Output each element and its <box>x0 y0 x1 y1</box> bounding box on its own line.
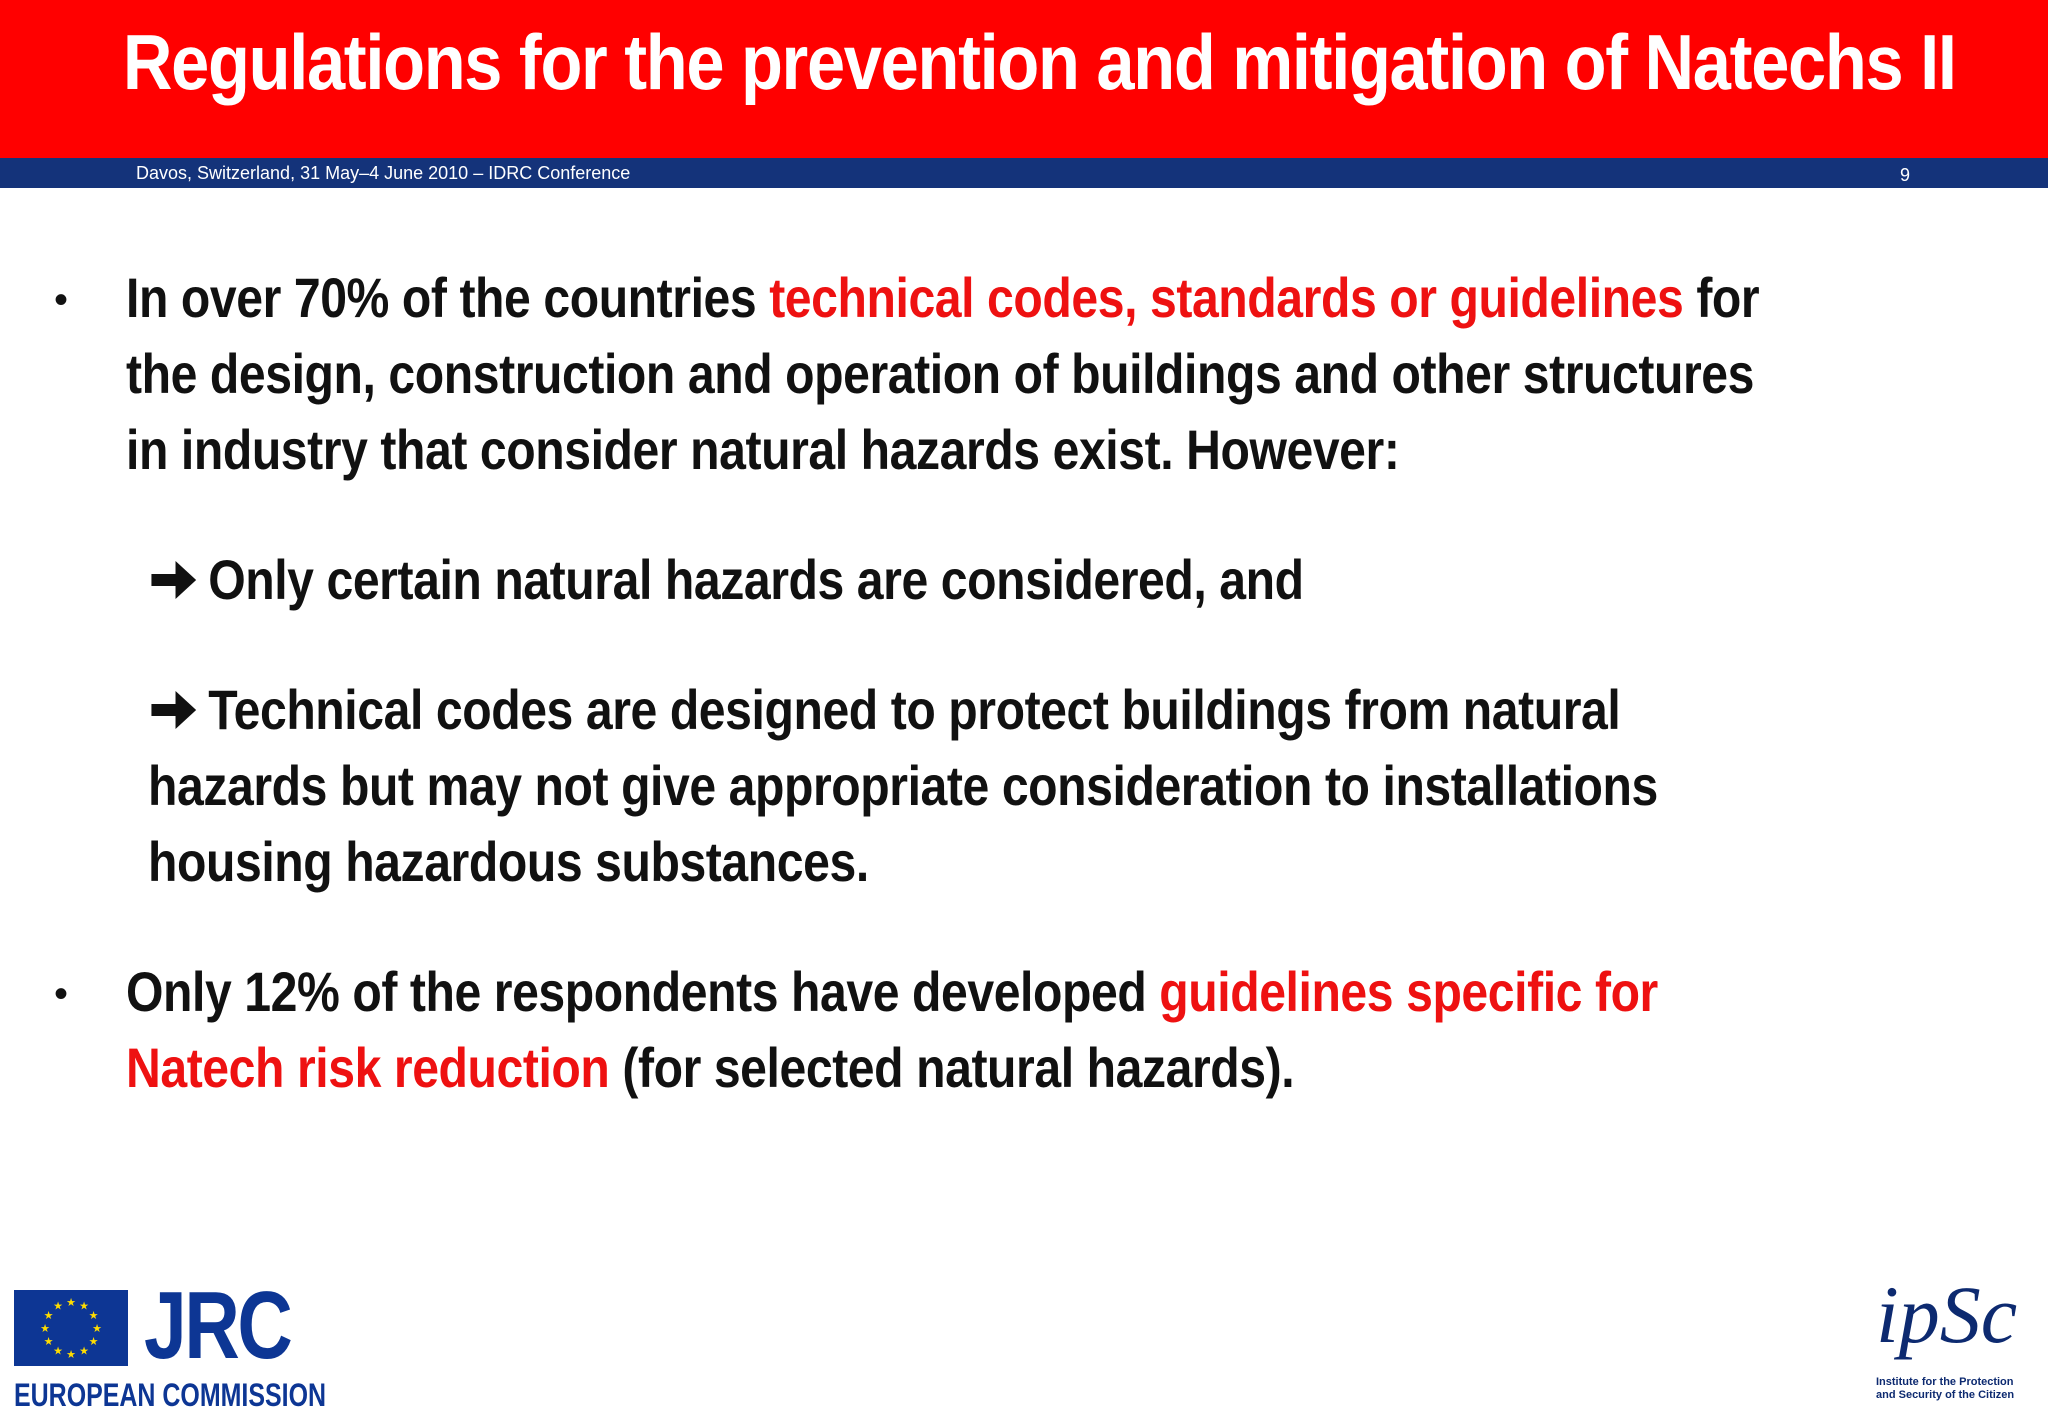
text-run: In over 70% of the countries <box>126 266 770 329</box>
eu-flag-icon <box>14 1290 128 1366</box>
highlight-text: technical codes, standards or guidelines <box>769 266 1684 329</box>
bullet-2-line-1 <box>126 954 1658 1030</box>
svg-text:★: ★ <box>40 1322 50 1335</box>
ipsc-caption-line: and Security of the Citizen <box>1876 1389 2015 1401</box>
bullet-1-line-1 <box>126 260 1759 336</box>
bullet-2-line-2 <box>126 1030 1658 1106</box>
ipsc-wordmark: ipSc <box>1876 1272 2018 1360</box>
highlight-text: Natech risk reduction <box>126 1036 610 1099</box>
svg-text:★: ★ <box>66 1296 76 1309</box>
bullet-dot-icon: • <box>54 972 69 1016</box>
svg-text:★: ★ <box>53 1344 63 1358</box>
eu-stars-icon <box>14 1290 128 1366</box>
right-arrow-icon <box>148 542 208 618</box>
right-arrow-icon <box>148 672 208 748</box>
sub-point-2 <box>148 672 1658 900</box>
svg-text:★: ★ <box>92 1322 102 1335</box>
european-commission-label: EUROPEAN COMMISSION <box>14 1377 327 1413</box>
svg-text:★: ★ <box>43 1309 54 1322</box>
svg-text:★: ★ <box>88 1335 99 1348</box>
sub-point-1 <box>148 542 1304 618</box>
text-run: Technical codes are designed to protect buildings from natural <box>208 678 1621 741</box>
ipsc-caption-line: Institute for the Protection <box>1876 1376 2014 1388</box>
slide-title: Regulations for the prevention and mitigation of Natechs II <box>122 18 1956 106</box>
jrc-logo <box>14 1272 327 1413</box>
bullet-1 <box>126 260 1759 488</box>
text-run: Only certain natural hazards are considered, and <box>208 548 1304 611</box>
svg-text:★: ★ <box>79 1344 89 1358</box>
bullet-2 <box>126 954 1658 1106</box>
sub-point-2-line-3: housing hazardous substances. <box>148 830 869 893</box>
page-number: 9 <box>1900 165 1911 185</box>
bullet-dot-icon: • <box>54 278 69 322</box>
ipsc-caption <box>1876 1376 2014 1402</box>
text-run: Only 12% of the respondents have developed <box>126 960 1160 1023</box>
text-run: (for selected natural hazards). <box>609 1036 1295 1099</box>
conference-label: Davos, Switzerland, 31 May–4 June 2010 – IDRC Conference <box>136 163 631 183</box>
svg-text:★: ★ <box>88 1309 99 1322</box>
bullet-1-line-3: in industry that consider natural hazards exist. However: <box>126 418 1400 481</box>
svg-text:★: ★ <box>66 1348 76 1361</box>
jrc-wordmark: JRC <box>144 1272 291 1379</box>
ipsc-mark-icon <box>1870 1272 2040 1372</box>
svg-text:★: ★ <box>53 1299 63 1313</box>
highlight-text: guidelines specific for <box>1159 960 1658 1023</box>
bullet-1-line-2: the design, construction and operation of buildings and other structures <box>126 342 1754 405</box>
svg-text:★: ★ <box>79 1299 89 1313</box>
sub-point-1-line-1 <box>148 542 1304 618</box>
ipsc-logo <box>1870 1272 2040 1412</box>
sub-point-2-line-1 <box>148 672 1658 748</box>
svg-text:★: ★ <box>43 1335 54 1348</box>
sub-point-2-line-2: hazards but may not give appropriate consideration to installations <box>148 754 1658 817</box>
text-run: for <box>1683 266 1760 329</box>
